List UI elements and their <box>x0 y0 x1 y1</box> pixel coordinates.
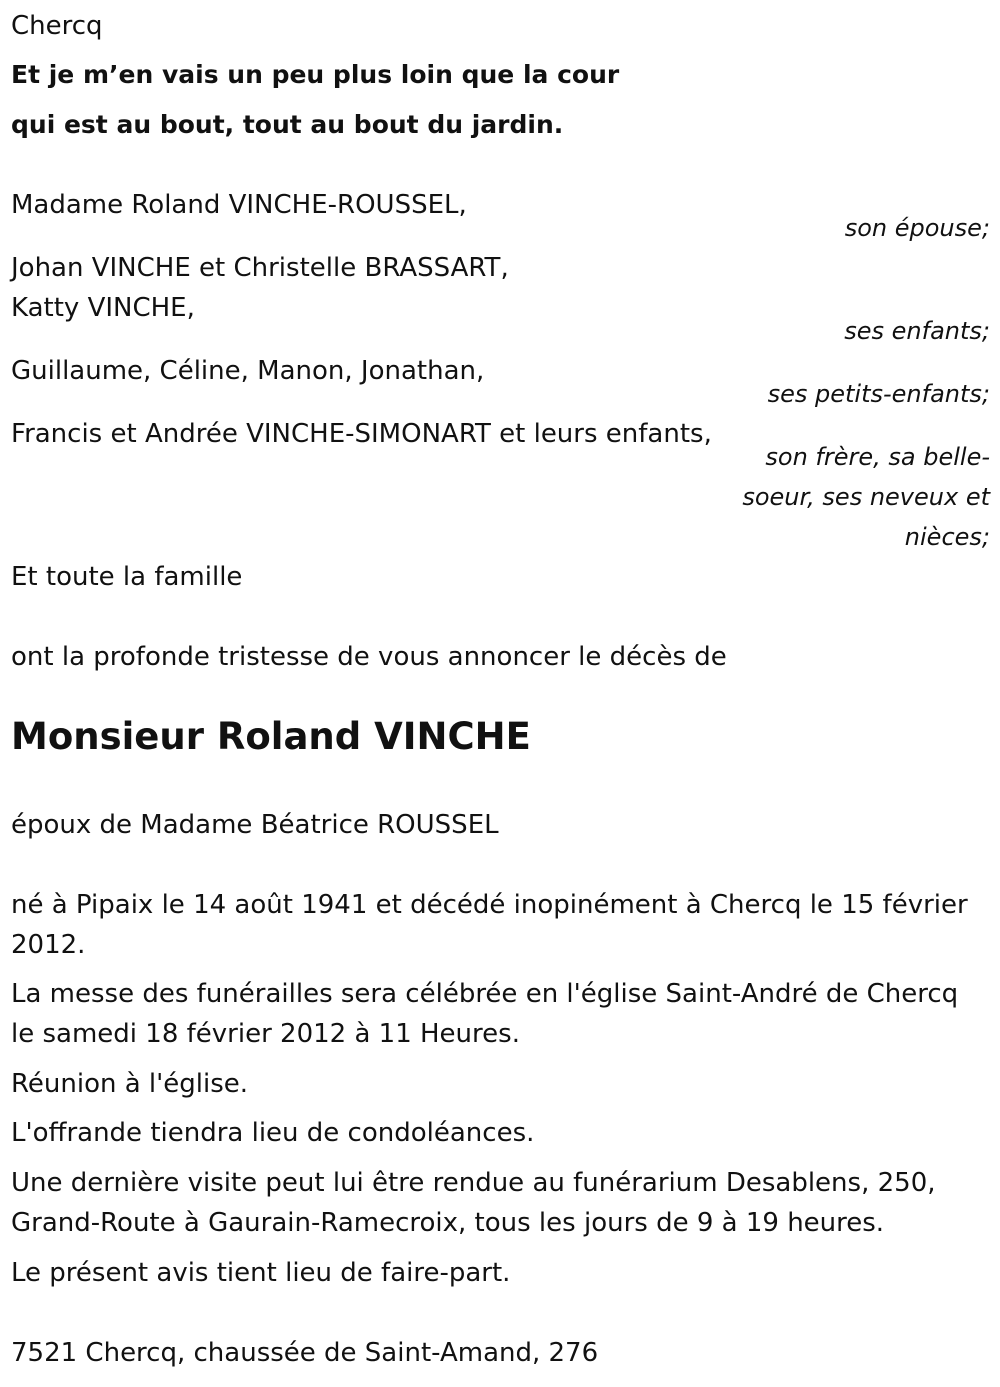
birth-death-info: né à Pipaix le 14 août 1941 et décédé inopinément à Chercq le 15 février 2012. <box>11 890 968 960</box>
deceased-name: Monsieur Roland VINCHE <box>11 715 531 758</box>
funeral-mass-info: La messe des funérailles sera célébrée en l'église Saint-André de Chercq le samedi 18 février 2012 à 11 Heures. <box>11 979 959 1049</box>
family-role-spouse: son épouse; <box>844 214 990 242</box>
closing-family: Et toute la famille <box>11 562 243 592</box>
spouse-line: époux de Madame Béatrice ROUSSEL <box>11 810 499 840</box>
notice-info: Le présent avis tient lieu de faire-part. <box>11 1258 511 1288</box>
visit-info: Une dernière visite peut lui être rendue au funérarium Desablens, 250, Grand-Route à Gaurain-Ramecroix, tous les jours de 9 à 19 heures. <box>11 1168 936 1238</box>
family-name-children-2: Katty VINCHE, <box>11 293 195 323</box>
offering-info: L'offrande tiendra lieu de condoléances. <box>11 1118 535 1148</box>
quote-line-1: Et je m’en vais un peu plus loin que la cour <box>11 60 620 89</box>
family-name-spouse: Madame Roland VINCHE-ROUSSEL, <box>11 190 467 220</box>
family-address: 7521 Chercq, chaussée de Saint-Amand, 276 <box>11 1338 599 1368</box>
family-name-siblings: Francis et Andrée VINCHE-SIMONART et leurs enfants, <box>11 419 712 449</box>
place-heading: Chercq <box>11 11 103 41</box>
meeting-info: Réunion à l'église. <box>11 1069 249 1099</box>
family-role-children: ses enfants; <box>844 317 990 345</box>
family-role-siblings: son frère, sa belle-soeur, ses neveux et nièces; <box>742 443 990 551</box>
quote-line-2: qui est au bout, tout au bout du jardin. <box>11 110 564 139</box>
family-role-grandchildren: ses petits-enfants; <box>767 380 990 408</box>
family-name-grandchildren: Guillaume, Céline, Manon, Jonathan, <box>11 356 485 386</box>
family-name-children-1: Johan VINCHE et Christelle BRASSART, <box>11 253 509 283</box>
announcement-text: ont la profonde tristesse de vous annoncer le décès de <box>11 642 727 672</box>
